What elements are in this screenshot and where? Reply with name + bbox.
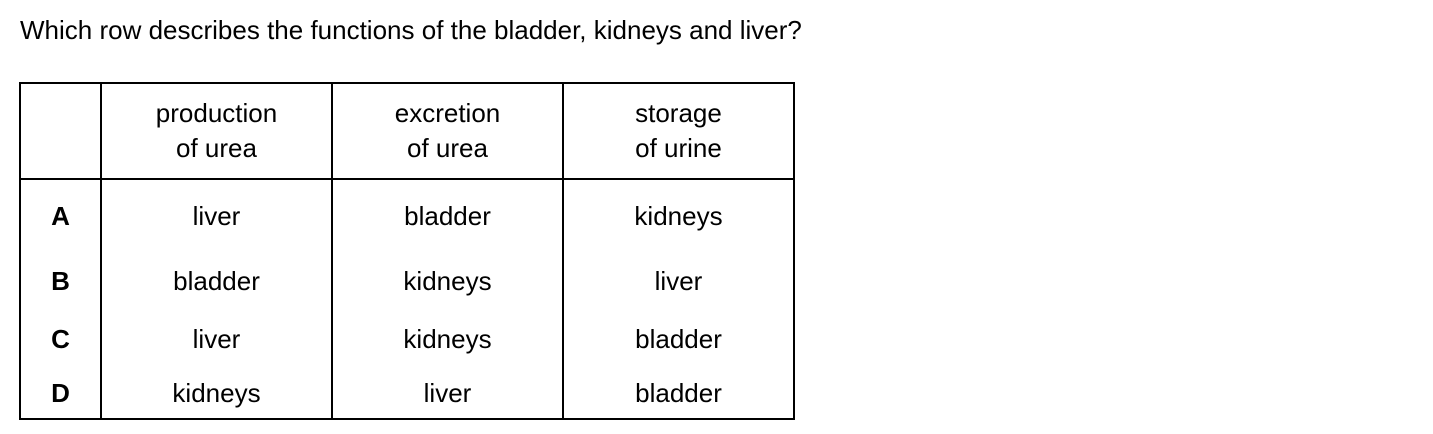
table-cell: liver [332, 368, 563, 419]
header-line: of urea [407, 133, 488, 163]
table-row-c [20, 310, 794, 368]
header-excretion-of-urea [332, 83, 563, 179]
header-production-of-urea [101, 83, 332, 179]
table-cell: bladder [563, 368, 794, 419]
table-cell: bladder [332, 179, 563, 252]
answer-table [19, 82, 795, 420]
table-cell: kidneys [332, 252, 563, 310]
table-row-d [20, 368, 794, 419]
table-row-b [20, 252, 794, 310]
table-cell: kidneys [332, 310, 563, 368]
table-cell: kidneys [563, 179, 794, 252]
row-letter: D [20, 368, 101, 419]
header-storage-of-urine [563, 83, 794, 179]
table-cell: liver [101, 310, 332, 368]
question-text: Which row describes the functions of the bladder, kidneys and liver? [20, 15, 802, 45]
header-line: excretion [394, 98, 501, 128]
header-line: production [155, 98, 278, 128]
header-line: of urea [176, 133, 257, 163]
table-cell: bladder [563, 310, 794, 368]
table-cell: liver [101, 179, 332, 252]
header-line: storage [635, 98, 722, 128]
header-empty-cell [20, 83, 101, 179]
table-row-a [20, 179, 794, 252]
row-letter: A [20, 179, 101, 252]
table-cell: kidneys [101, 368, 332, 419]
table-header-row [20, 83, 794, 179]
table-cell: bladder [101, 252, 332, 310]
header-line: of urine [635, 133, 722, 163]
row-letter: C [20, 310, 101, 368]
table-cell: liver [563, 252, 794, 310]
row-letter: B [20, 252, 101, 310]
